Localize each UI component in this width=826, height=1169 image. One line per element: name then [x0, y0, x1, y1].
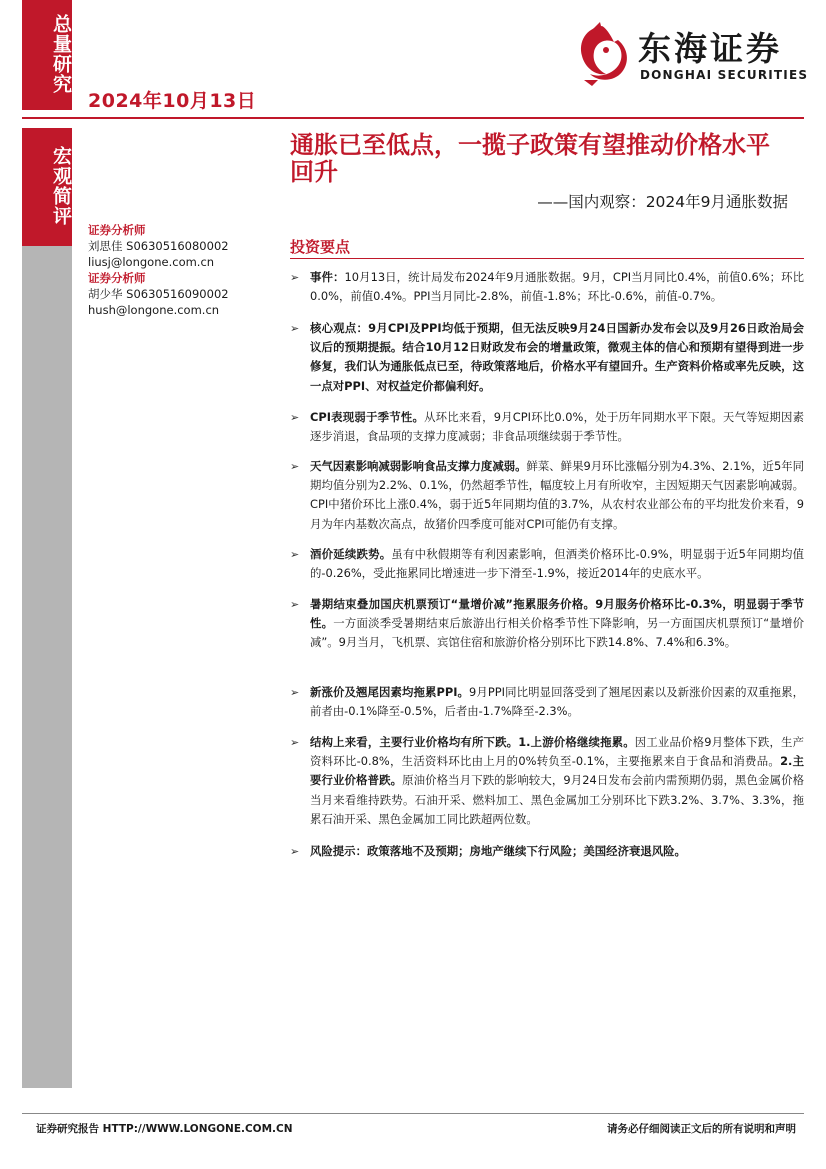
bullet-arrow-icon: ➢ — [290, 736, 300, 749]
section-divider — [290, 258, 804, 259]
analyst-role: 证券分析师 — [88, 223, 146, 237]
bullet-arrow-icon: ➢ — [290, 598, 300, 611]
footer-divider — [22, 1113, 804, 1114]
report-date: 2024年10月13日 — [88, 90, 257, 112]
bullet-arrow-icon: ➢ — [290, 411, 300, 424]
bullet-arrow-icon: ➢ — [290, 460, 300, 473]
report-type-label: 宏观简评 — [50, 146, 72, 226]
key-point: ➢ 新涨价及翘尾因素均拖累PPI。9月PPI同比明显回落受到了翘尾因素以及新涨价因素的双重拖累，前者由-0.1%降至-0.5%，后者由-1.7%降至-2.3%。 — [290, 685, 804, 719]
analyst-2 — [88, 270, 229, 318]
header-divider — [22, 117, 804, 119]
report-type-tag — [22, 128, 72, 246]
key-point: ➢ 结构上来看，主要行业价格均有所下跌。1.上游价格继续拖累。因工业品价格9月整体下跌，生产资料环比-0.8%，生活资料环比由上月的0%转负至-0.1%，主要拖累来自于食品和消费品。2.主要行业价格普跌。原油价格当月下跌的影响较大，9月24日发布会前内需预期仍弱，黑色金属价格当月来看维持跌势。石油开采、燃料加工、黑色金属加工分别环比下跌3.2%、3.7%、3.3%，拖累石油开采、黑色金属加工同比跌超两位数。 — [290, 735, 804, 826]
dragon-logo-icon — [572, 20, 632, 90]
brand-logo — [572, 20, 809, 90]
bullet-arrow-icon: ➢ — [290, 686, 300, 699]
key-point: ➢ 核心观点：9月CPI及PPI均低于预期，但无法反映9月24日国新办发布会以及9月26日政治局会议后的预期提振。结合10月12日财政发布会的增量政策，微观主体的信心和预期有望得到进一步修复，我们认为通胀低点已至，待政策落地后，价格水平有望回升。生产资料价格或率先反映，这一点对PPI、对权益定价都偏利好。 — [290, 321, 804, 393]
analyst-name-id: 刘思佳 S0630516080002 — [88, 239, 229, 253]
brand-name-cn: 东海证券 — [638, 29, 782, 68]
key-point: ➢ 暑期结束叠加国庆机票预订“量增价减”拖累服务价格。9月服务价格环比-0.3%，明显弱于季节性。一方面淡季受暑期结束后旅游出行相关价格季节性下降影响，另一方面国庆机票预订“量增价减”。9月当月，飞机票、宾馆住宿和旅游价格分别环比下跌14.8%、7.4%和6.3%。 — [290, 597, 804, 650]
analyst-name-id: 胡少华 S0630516090002 — [88, 287, 229, 301]
bullet-arrow-icon: ➢ — [290, 845, 300, 858]
sidebar-bar — [22, 128, 72, 1088]
analyst-list — [88, 222, 229, 318]
analyst-email[interactable]: hush@longone.com.cn — [88, 303, 220, 317]
section-heading: 投资要点 — [290, 238, 351, 256]
analyst-role: 证券分析师 — [88, 271, 146, 285]
report-category-tag — [22, 0, 72, 110]
footer-disclaimer: 请务必仔细阅读正文后的所有说明和声明 — [607, 1123, 796, 1135]
report-category-label: 总量研究 — [50, 14, 72, 94]
key-point: ➢ 风险提示：政策落地不及预期；房地产继续下行风险；美国经济衰退风险。 — [290, 842, 686, 861]
analyst-email[interactable]: liusj@longone.com.cn — [88, 255, 215, 269]
bullet-arrow-icon: ➢ — [290, 271, 300, 284]
key-point: ➢ 酒价延续跌势。虽有中秋假期等有利因素影响，但酒类价格环比-0.9%，明显弱于近5年同期均值的-0.26%，受此拖累同比增速进一步下滑至-1.9%，接近2014年的史底水平。 — [290, 547, 804, 581]
key-point: ➢ 天气因素影响减弱影响食品支撑力度减弱。鲜菜、鲜果9月环比涨幅分别为4.3%、2.1%，近5年同期均值分别为2.2%、0.1%，仍然超季节性，幅度较上月有所收窄，主因短期天气因素影响减弱。CPI中猪价环比上涨0.4%，弱于近5年同期均值的3.7%，从农村农业部公布的平均批发价来看，9月为年内基数次高点，故猪价四季度可能对CPI可能仍有支撑。 — [290, 459, 804, 531]
report-title: 通胀已至低点，一揽子政策有望推动价格水平回升 — [290, 131, 770, 186]
key-point: ➢ 事件：10月13日，统计局发布2024年9月通胀数据。9月，CPI当月同比0.4%，前值0.6%；环比0.0%，前值0.4%。PPI当月同比-2.8%，前值-1.8%；环比-0.6%，前值-0.7%。 — [290, 270, 804, 304]
bullet-arrow-icon: ➢ — [290, 548, 300, 561]
analyst-1 — [88, 222, 229, 270]
footer-left[interactable]: 证券研究报告 HTTP://WWW.LONGONE.COM.CN — [36, 1123, 293, 1135]
report-subtitle: ——国内观察：2024年9月通胀数据 — [537, 193, 788, 211]
brand-name-en: DONGHAI SECURITIES — [640, 68, 809, 82]
bullet-arrow-icon: ➢ — [290, 322, 300, 335]
key-point: ➢ CPI表现弱于季节性。从环比来看，9月CPI环比0.0%，处于历年同期水平下限。天气等短期因素逐步消退，食品项的支撑力度减弱；非食品项继续弱于季节性。 — [290, 410, 804, 444]
